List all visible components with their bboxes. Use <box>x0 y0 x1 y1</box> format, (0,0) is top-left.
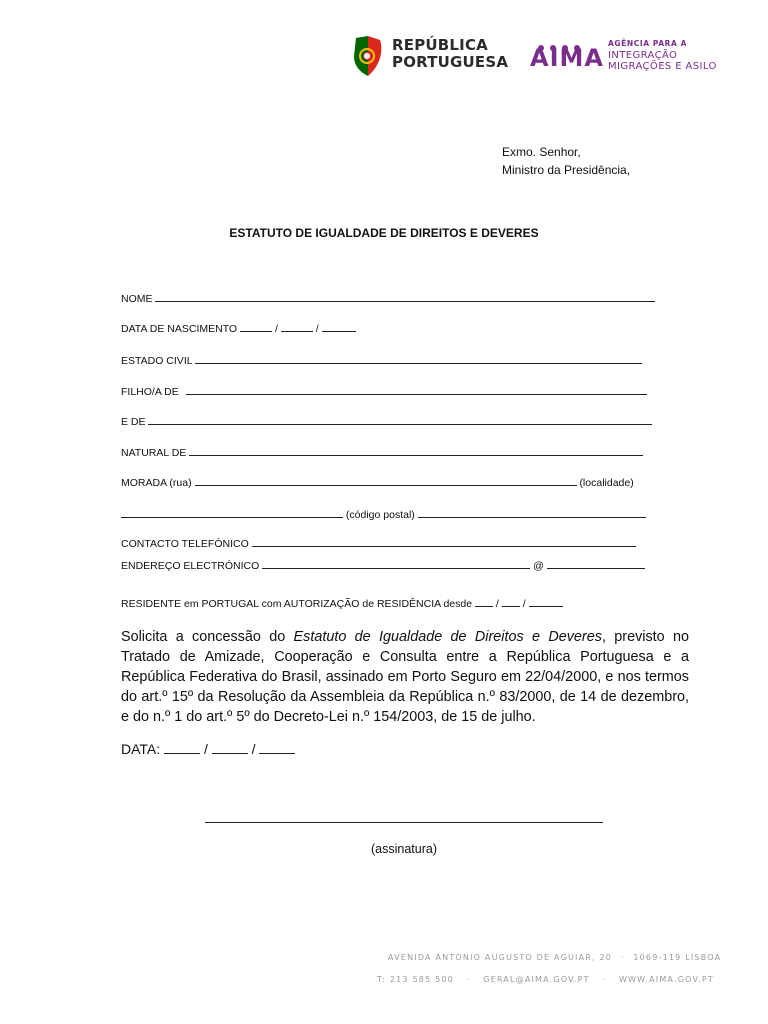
footer-website: WWW.AIMA.GOV.PT <box>618 975 714 984</box>
field-contacto <box>121 536 636 550</box>
residence-month-line[interactable] <box>502 596 520 607</box>
field-label: E DE <box>121 416 146 428</box>
field-label: NATURAL DE <box>121 447 187 459</box>
date-day-line[interactable] <box>164 741 200 754</box>
footer-contact-line: T: 213 585 500 · GERAL@AIMA.GOV.PT · WWW.AIMA.GOV.PT <box>377 975 714 984</box>
footer-email: GERAL@AIMA.GOV.PT <box>483 975 590 984</box>
addressee-block <box>502 143 630 179</box>
field-label: FILHO/A DE <box>121 386 179 398</box>
field-nome <box>121 291 655 305</box>
natural-de-input-line[interactable] <box>189 445 643 456</box>
estado-civil-input-line[interactable] <box>195 353 642 364</box>
republica-portuguesa-logo <box>352 34 507 78</box>
field-label: NOME <box>121 293 153 305</box>
field-label: MORADA (rua) <box>121 477 192 489</box>
field-label: CONTACTO TELEFÓNICO <box>121 538 249 550</box>
localidade-label: (localidade) <box>579 477 634 489</box>
email-domain-line[interactable] <box>547 558 645 569</box>
footer-postal: 1069-119 LISBOA <box>633 953 722 962</box>
field-filho-de <box>121 384 647 398</box>
field-label: DATA DE NASCIMENTO <box>121 323 238 335</box>
aima-agency-name: AGÊNCIA PARA A INTEGRAÇÃO MIGRAÇÕES E ASILO <box>608 39 717 72</box>
footer-phone: T: 213 585 500 <box>377 975 454 984</box>
field-label: ENDEREÇO ELECTRÓNICO <box>121 560 260 572</box>
residence-day-line[interactable] <box>475 596 493 607</box>
field-email <box>121 558 645 572</box>
residence-year-line[interactable] <box>529 596 563 607</box>
addressee-line-2: Ministro da Presidência, <box>502 163 631 177</box>
nome-input-line[interactable] <box>155 291 655 302</box>
field-codigo-postal <box>121 507 646 521</box>
field-data-nascimento: DATA DE NASCIMENTO / / <box>121 321 356 335</box>
email-user-line[interactable] <box>262 558 530 569</box>
morada-input-line[interactable] <box>195 475 577 486</box>
field-label: ESTADO CIVIL <box>121 355 193 367</box>
codigo-postal-input-line[interactable] <box>418 507 646 518</box>
addressee-line-1: Exmo. Senhor, <box>502 145 581 159</box>
request-paragraph: Solicita a concessão do Estatuto de Igualdade de Direitos e Deveres, previsto no Tratado de Amizade, Cooperação e Consulta entre a República Portuguesa e a República Federativa do Brasil, assinado em Porto Seguro em 22/04/2000, e nos termos do art.º 15º da Resolução da Assembleia da República n.º 83/2000, de 14 de dezembro, e do n.º 1 do art.º 5º do Decreto-Lei n.º 154/2003, de 15 de julho. <box>121 629 689 725</box>
footer-address: AVENIDA ANTÓNIO AUGUSTO DE AGUIAR, 20 <box>388 953 613 962</box>
portugal-emblem-icon <box>352 36 384 76</box>
date-field: DATA: / / <box>121 741 295 757</box>
contacto-input-line[interactable] <box>252 536 636 547</box>
field-natural-de <box>121 445 643 459</box>
republica-portuguesa-wordmark: REPÚBLICA PORTUGUESA <box>392 36 509 71</box>
field-e-de <box>121 414 652 428</box>
aima-wordmark: AIMA <box>530 44 604 72</box>
signature-line[interactable] <box>205 822 603 823</box>
codigo-postal-label: (código postal) <box>345 509 415 521</box>
field-morada <box>121 475 634 489</box>
aima-logo <box>530 36 730 76</box>
footer-address-line: AVENIDA ANTÓNIO AUGUSTO DE AGUIAR, 20 · 1069-119 LISBOA <box>388 953 722 962</box>
field-residente: RESIDENTE em PORTUGAL com AUTORIZAÇÃO de RESIDÊNCIA desde / / <box>121 596 563 610</box>
at-sign: @ <box>533 560 544 572</box>
e-de-input-line[interactable] <box>148 414 652 425</box>
field-estado-civil <box>121 353 642 367</box>
date-year-line[interactable] <box>259 741 295 754</box>
localidade-input-line[interactable] <box>121 507 343 518</box>
date-month-line[interactable] <box>212 741 248 754</box>
document-title: ESTATUTO DE IGUALDADE DE DIREITOS E DEVERES <box>229 226 539 240</box>
statute-name: Estatuto de Igualdade de Direitos e Deveres <box>293 629 602 645</box>
signature-label: (assinatura) <box>371 842 437 856</box>
birth-day-line[interactable] <box>240 321 272 332</box>
field-label: RESIDENTE em PORTUGAL com AUTORIZAÇÃO de RESIDÊNCIA desde <box>121 598 473 610</box>
date-label: DATA: <box>121 741 161 757</box>
filho-de-input-line[interactable] <box>186 384 647 395</box>
birth-month-line[interactable] <box>281 321 313 332</box>
birth-year-line[interactable] <box>322 321 356 332</box>
